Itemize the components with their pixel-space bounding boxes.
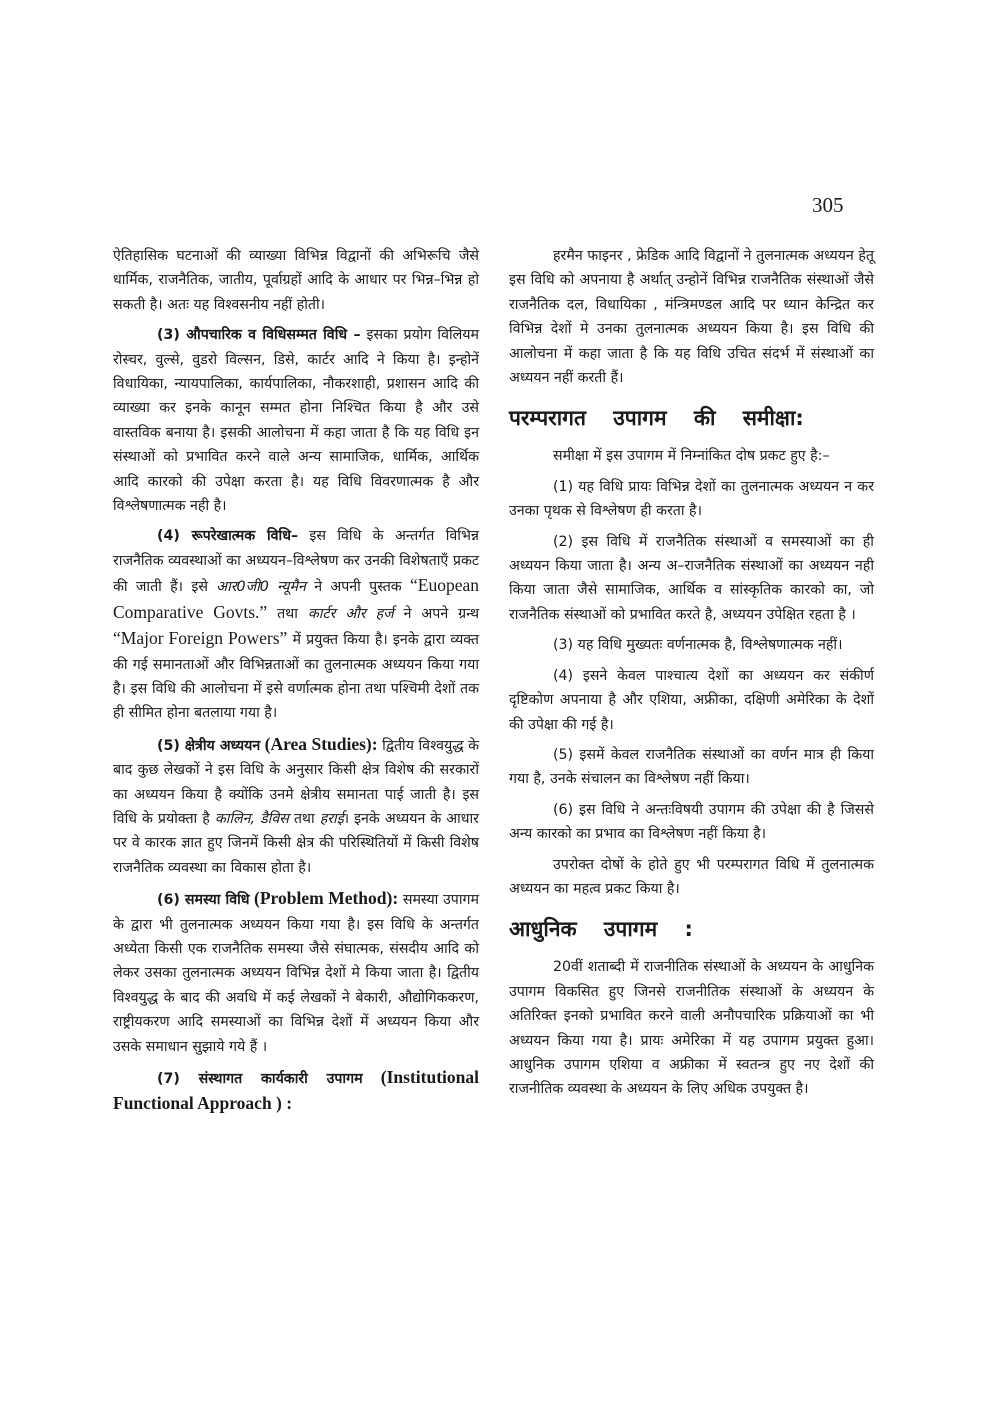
review-point-6: (6) इस विधि ने अन्तःविषयी उपागम की उपेक्षा की है जिससे अन्य कारको का प्रभाव का विश्लेषण नहीं किया है। bbox=[509, 801, 874, 843]
review-point-3: (3) यह विधि मुख्यतः वर्णनात्मक है, विश्लेषणात्मक नहीं। bbox=[553, 637, 843, 654]
paragraph-historical: ऐतिहासिक घटनाओं की व्याख्या विभिन्न विद्वानों की अभिरूचि जैसे धार्मिक, राजनैतिक, जातीय, पूर्वाग्रहों आदि के आधार पर भिन्न–भिन्न हो सकती है। अतः यह विश्वसनीय नहीं होती। bbox=[113, 248, 479, 313]
heading-modern-approach bbox=[509, 913, 874, 945]
paragraph-review-conclusion: उपरोक्त दोषों के होते हुए भी परम्परागत विधि में तुलनात्मक अध्ययन का महत्व प्रकट किया है। bbox=[509, 856, 874, 897]
text-problem-method: समस्या उपागम के द्वारा भी तुलनात्मक अध्ययन किया गया है। इस विधि के अन्तर्गत अध्येता किसी एक राजनैतिक समस्या जैसे संघात्मक, संसदीय आदि को लेकर उसका तुलनात्मक अध्ययन विभिन्न देशों मे किया जाता है। द्वितीय विश्वयुद्ध के बाद की अवधि में कई लेखकों ने बेकारी, औद्योगिककरण, राष्ट्रीयकरण आदि समस्याओं का विभिन्न देशों में अध्ययन किया और उसके समाधान सुझाये गये हैं । bbox=[113, 892, 479, 1055]
heading-area-studies-en: (Area Studies): bbox=[260, 733, 378, 754]
heading-traditional-review: परम्परागत उपागम की समीक्षा: bbox=[509, 406, 804, 431]
review-point-4: (4) इसने केवल पाश्चात्य देशों का अध्ययन कर संकीर्ण दृष्टिकोण अपनाया है और एशिया, अफ्रीका, दक्षिणी अमेरिका के देशों की उपेक्षा की गई है। bbox=[509, 667, 874, 733]
heading-area-studies: (5) क्षेत्रीय अध्ययन bbox=[157, 737, 261, 754]
authors-collin-davis: कालिन, डैविस bbox=[214, 810, 289, 827]
heading-modern-approach-colon: : bbox=[684, 917, 693, 942]
heading-problem-method-en: (Problem Method): bbox=[249, 888, 399, 909]
text-segment: ने अपने ग्रन्थ bbox=[393, 605, 480, 622]
right-column bbox=[509, 244, 874, 1108]
paragraph-problem-method bbox=[113, 886, 479, 1059]
paragraph-configurative-method bbox=[113, 524, 479, 725]
text-segment: । इनके अध्ययन के आधार पर वे कारक ज्ञात हुए जिनमें किसी क्षेत्र की परिस्थितियों में किसी विशेष राजनैतिक व्यवस्था का विकास होता है। bbox=[113, 810, 479, 876]
text-segment: इस विधि के अन्तर्गत विभिन्न राजनैतिक व्यवस्थाओं का अध्ययन–विश्लेषण कर उनकी विशेषताएँ प्रकट की जाती हैं। इसे bbox=[113, 528, 479, 596]
paragraph-institutional-functional bbox=[113, 1065, 479, 1118]
paragraph-modern-approach: 20वीं शताब्दी में राजनीतिक संस्थाओं के अध्ययन के आधुनिक उपागम विकसित हुए जिनसे राजनीतिक संस्थाओं के अध्ययन के अतिरिक्त इनको प्रभावित करने वाली अनौपचारिक प्रक्रियाओं का भी अध्ययन किया गया है। प्रायः अमेरिका में यह उपागम प्रयुक्त हुआ। आधुनिक उपागम एशिया व अफ्रीका में स्वतन्त्र हुए नए देशों की राजनीतिक व्यवस्था के अध्ययन के लिए अधिक उपयुक्त है। bbox=[509, 959, 874, 1098]
text-segment: ने अपनी पुस्तक bbox=[305, 579, 411, 596]
author-carter-herz: कार्टर और हर्ज bbox=[307, 605, 394, 622]
heading-configurative-method: (4) रूपरेखात्मक विधि– bbox=[157, 528, 299, 545]
author-neumann: आर0जी0 न्यूमैन bbox=[216, 579, 306, 596]
text-segment: तथा bbox=[267, 605, 308, 622]
heading-formal-legal-method: (3) औपचारिक व विधिसम्मत विधि – bbox=[157, 327, 361, 344]
text-segment: में प्रयुक्त किया है। इनके द्वारा व्यक्त की गई समानताओं और विभिन्नताओं का तुलनात्मक अध्ययन किया गया है। इस विधि की आलोचना में इसे वर्णात्मक होना तथा पश्चिमी देशों तक ही सीमित होना बतलाया गया है। bbox=[113, 632, 479, 722]
author-harai: हराई bbox=[319, 810, 344, 827]
review-point-2: (2) इस विधि में राजनैतिक संस्थाओं व समस्याओं का ही अध्ययन किया जाता है। अन्य अ–राजनैतिक संस्थाओं का अध्ययन नही किया जाता जैसे सामाजिक, आर्थिक व सांस्कृतिक कारको का, जो राजनैतिक संस्थाओं को प्रभावित करते है, अध्ययन उपेक्षित रहता है । bbox=[509, 533, 874, 623]
heading-problem-method: (6) समस्या विधि bbox=[157, 892, 250, 909]
text-formal-legal-method: इसका प्रयोग विलियम रोस्चर, वुल्से, वुडरो विल्सन, डिसे, कार्टर आदि ने किया है। इन्होनें विधायिका, न्यायपालिका, कार्यपालिका, नौकरशाही, प्रशासन आदि की व्याख्या कर इनके कानून सम्मत होना निश्चित किया है और उसे वास्तविक बनाया है। इसकी आलोचना में कहा जाता है कि यह विधि इन संस्थाओं को प्रभावित करने वाले अन्य सामाजिक, धार्मिक, आर्थिक आदि कारको की उपेक्षा करता है। यह विधि विवरणात्मक है और विश्लेषणात्मक नही है। bbox=[113, 327, 479, 515]
heading-institutional-functional-en: (Institutional Functional Approach ) : bbox=[113, 1067, 479, 1114]
paragraph-review-intro: समीक्षा में इस उपागम में निम्नांकित दोष प्रकट हुए है:– bbox=[553, 448, 830, 465]
review-point-5: (5) इसमें केवल राजनैतिक संस्थाओं का वर्णन मात्र ही किया गया है, उनके संचालन का विश्लेषण नहीं किया। bbox=[509, 746, 874, 788]
review-point-1: (1) यह विधि प्रायः विभिन्न देशों का तुलनात्मक अध्ययन न कर उनका पृथक से विश्लेषण ही करता है। bbox=[509, 478, 874, 520]
paragraph-formal-legal-method bbox=[113, 323, 479, 518]
paragraph-area-studies bbox=[113, 732, 479, 880]
paragraph-finer: हरमैन फाइनर , फ्रेडिक आदि विद्वानों ने तुलनात्मक अध्ययन हेतू इस विधि को अपनाया है अर्थात् उन्होनें विभिन्न राजनैतिक संस्थाओं जैसे राजनैतिक दल, विधायिका , मंन्त्रिमण्डल आदि पर ध्यान केन्द्रित कर विभिन्न देशों मे उनका तुलनात्मक अध्ययन किया है। इस विधि की आलोचना में कहा जाता है कि यह विधि उचित संदर्भ में संस्थाओं का अध्ययन नहीं करती हैं। bbox=[509, 248, 874, 387]
text-segment: द्वितीय विश्वयुद्ध के बाद कुछ लेखकों ने इस विधि के अनुसार किसी क्षेत्र विशेष की सरकारों का अध्ययन किया है क्योंकि उनमे क्षेत्रीय समानता पाई जाती है। इस विधि के प्रयोक्ता है bbox=[113, 737, 479, 827]
page-number: 305 bbox=[812, 193, 844, 217]
book-title-major-foreign-powers: “Major Foreign Powers” bbox=[113, 628, 288, 649]
left-column bbox=[113, 244, 479, 1124]
book-title-european: “Euopean Comparative Govts.” bbox=[113, 575, 480, 622]
heading-institutional-functional: (7) संस्थागत कार्यकारी उपागम bbox=[157, 1071, 363, 1087]
heading-modern-approach-text: आधुनिक उपागम bbox=[509, 917, 658, 942]
text-segment: तथा bbox=[288, 810, 320, 827]
